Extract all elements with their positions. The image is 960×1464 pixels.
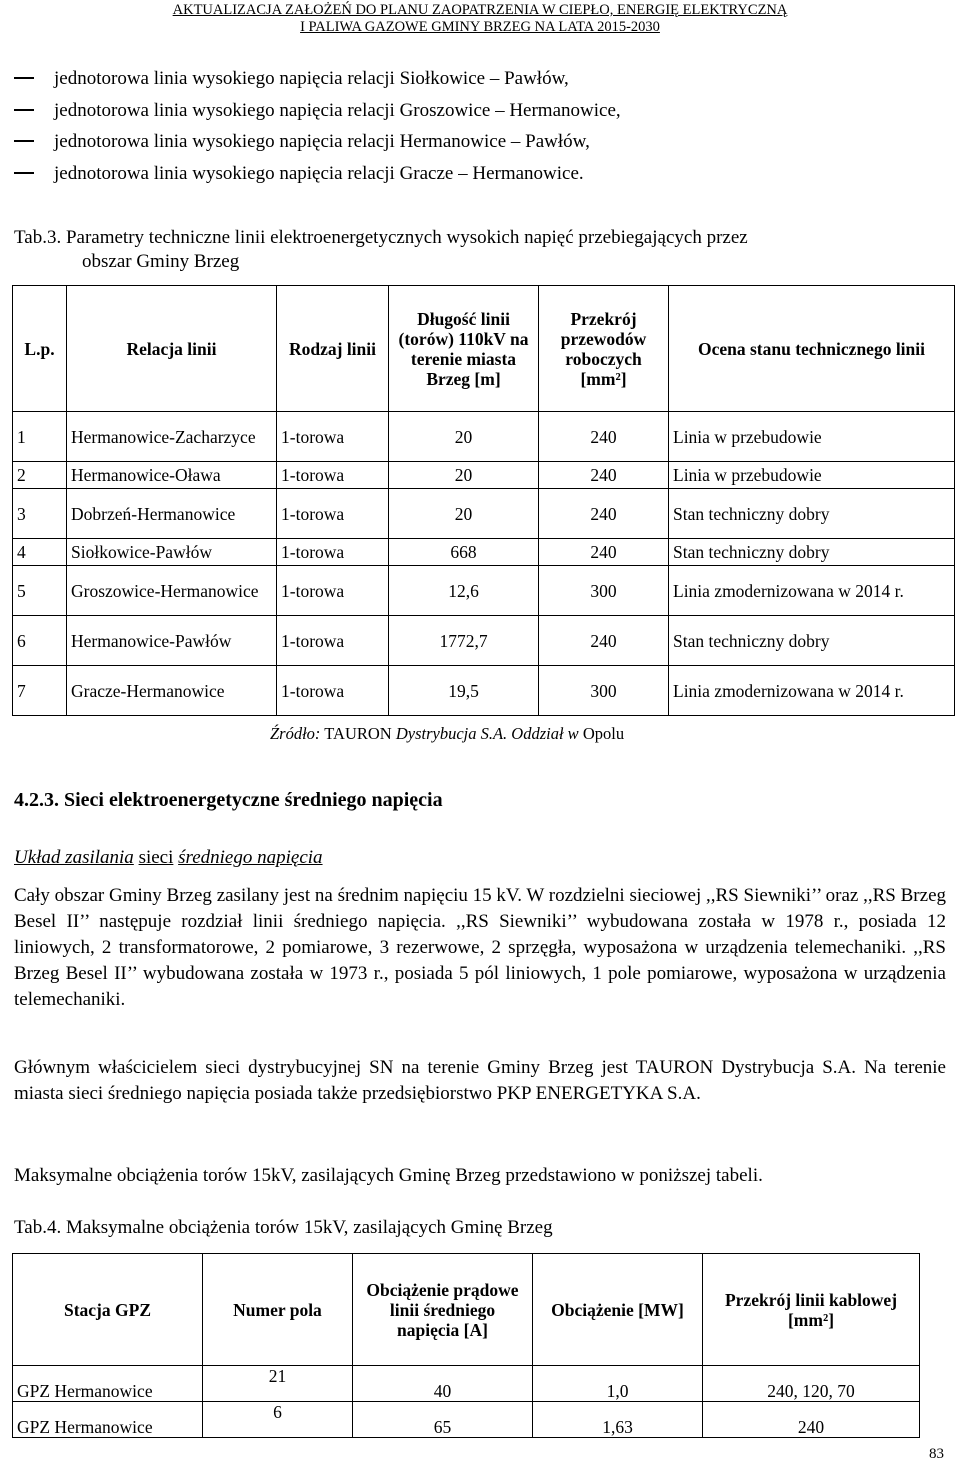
page-number: 83 [929,1446,944,1462]
cell-rodzaj: 1-torowa [277,666,389,716]
table-row [13,462,955,489]
cell-relacja: Gracze-Hermanowice [67,666,277,716]
col-header-rodzaj: Rodzaj linii [277,286,389,412]
table-row [13,566,955,616]
cell-ocena: Linia w przebudowie [669,462,955,489]
cell-relacja: Dobrzeń-Hermanowice [67,489,277,539]
table-row [13,539,955,566]
table3-caption [14,226,954,274]
dash-icon [14,172,34,174]
subsection-heading-part-1: Układ zasilania [14,847,134,868]
col-header-przekroj: Przekrój przewodów roboczych [mm²] [539,286,669,412]
cell-dlugosc: 1772,7 [389,616,539,666]
cell-rodzaj: 1-torowa [277,462,389,489]
cell-przekroj: 240 [539,616,669,666]
table3-source [270,724,624,744]
cell-lp: 3 [13,489,67,539]
source-division: Dystrybucja S.A. Oddział w [395,724,579,743]
cell-lp: 5 [13,566,67,616]
cell-rodzaj: 1-torowa [277,616,389,666]
col-header-stacja: Stacja GPZ [13,1254,203,1366]
cell-dlugosc: 12,6 [389,566,539,616]
source-label: Źródło: [270,724,321,743]
cell-dlugosc: 20 [389,412,539,462]
cell-obciazenie-mw: 1,63 [533,1402,703,1438]
cell-rodzaj: 1-torowa [277,489,389,539]
dash-icon [14,77,34,79]
table-row [13,666,955,716]
table4-caption: Tab.4. Maksymalne obciążenia torów 15kV, zasilających Gminę Brzeg [14,1217,553,1238]
col-header-obciazenie-a: Obciążenie prądowe linii średniego napięcia [A] [353,1254,533,1366]
cell-rodzaj: 1-torowa [277,412,389,462]
cell-przekroj: 240 [539,539,669,566]
cell-obciazenie-a: 65 [353,1402,533,1438]
table-header-row [13,1254,920,1366]
cell-obciazenie-mw: 1,0 [533,1366,703,1402]
cell-przekroj: 240 [539,462,669,489]
cell-stacja: GPZ Hermanowice [13,1366,203,1402]
table-max-loads [12,1253,920,1438]
cell-lp: 4 [13,539,67,566]
col-header-przekroj: Przekrój linii kablowej [mm²] [703,1254,920,1366]
cell-lp: 7 [13,666,67,716]
list-item: jednotorowa linia wysokiego napięcia relacji Hermanowice – Pawłów, [14,131,944,163]
cell-dlugosc: 19,5 [389,666,539,716]
col-header-lp: L.p. [13,286,67,412]
cell-relacja: Hermanowice-Pawłów [67,616,277,666]
paragraph: Cały obszar Gminy Brzeg zasilany jest na średnim napięciu 15 kV. W rozdzielni sieciowej ,,RS Siewniki’’ oraz ,,RS Brzeg Besel II’’ następuje rozdział linii średniego napięcia. ,,RS Siewniki’’ wybudowana została w 1978 r., posiada 12 liniowych, 2 transformatorowe, 2 pomiarowe, 3 rezerwowe, 2 sprzęgła, wyposażona w urządzenia telemechaniki. ,,RS Brzeg Besel II’’ wybudowana została w 1973 r., posiada 5 pól liniowych, 1 pole pomiarowe, wyposażona w urządzenia telemechaniki. [14,885,946,1010]
cell-ocena: Stan techniczny dobry [669,489,955,539]
subsection-heading-part-3: średniego napięcia [178,847,323,868]
cell-dlugosc: 20 [389,489,539,539]
cell-przekroj: 300 [539,566,669,616]
cell-relacja: Groszowice-Hermanowice [67,566,277,616]
cell-stacja: GPZ Hermanowice [13,1402,203,1438]
header-line-2: I PALIWA GAZOWE GMINY BRZEG NA LATA 2015-2030 [300,19,660,35]
cell-dlugosc: 20 [389,462,539,489]
cell-ocena: Stan techniczny dobry [669,616,955,666]
table-row [13,412,955,462]
table-row [13,1366,920,1402]
paragraph: Głównym właścicielem sieci dystrybucyjnej SN na terenie Gminy Brzeg jest TAURON Dystrybucja S.A. Na terenie miasta sieci średniego napięcia posiada także przedsiębiorstwo PKP ENERGETYKA S.A. [14,1057,946,1104]
cell-lp: 2 [13,462,67,489]
cell-ocena: Stan techniczny dobry [669,539,955,566]
source-city: Opolu [582,724,625,743]
col-header-ocena: Ocena stanu technicznego linii [669,286,955,412]
source-company: TAURON [324,724,392,743]
bullet-list [14,68,944,194]
dash-icon [14,140,34,142]
cell-ocena: Linia zmodernizowana w 2014 r. [669,566,955,616]
cell-pole: 21 [203,1366,353,1402]
table-line-parameters [12,285,955,716]
cell-lp: 1 [13,412,67,462]
table-header-row [13,286,955,412]
table-row [13,616,955,666]
cell-przekroj: 240 [539,489,669,539]
paragraph: Maksymalne obciążenia torów 15kV, zasilających Gminę Brzeg przedstawiono w poniższej tabeli. [14,1165,763,1186]
list-item: jednotorowa linia wysokiego napięcia relacji Groszowice – Hermanowice, [14,100,944,132]
table-row [13,489,955,539]
cell-obciazenie-a: 40 [353,1366,533,1402]
subsection-heading-part-2: sieci [138,847,174,868]
cell-przekroj: 240, 120, 70 [703,1366,920,1402]
cell-przekroj: 300 [539,666,669,716]
list-item: jednotorowa linia wysokiego napięcia relacji Gracze – Hermanowice. [14,163,944,195]
col-header-dlugosc: Długość linii (torów) 110kV na terenie miasta Brzeg [m] [389,286,539,412]
cell-rodzaj: 1-torowa [277,539,389,566]
cell-przekroj: 240 [539,412,669,462]
cell-relacja: Hermanowice-Oława [67,462,277,489]
cell-ocena: Linia zmodernizowana w 2014 r. [669,666,955,716]
section-heading: 4.2.3. Sieci elektroenergetyczne średniego napięcia [14,789,443,811]
cell-przekroj: 240 [703,1402,920,1438]
cell-rodzaj: 1-torowa [277,566,389,616]
dash-icon [14,109,34,111]
header-line-1: AKTUALIZACJA ZAŁOŻEŃ DO PLANU ZAOPATRZENIA W CIEPŁO, ENERGIĘ ELEKTRYCZNĄ [172,2,788,18]
cell-pole: 6 [203,1402,353,1438]
cell-ocena: Linia w przebudowie [669,412,955,462]
col-header-obciazenie-mw: Obciążenie [MW] [533,1254,703,1366]
subsection-heading [14,847,323,869]
list-item: jednotorowa linia wysokiego napięcia relacji Siołkowice – Pawłów, [14,68,944,100]
table-row [13,1402,920,1438]
cell-relacja: Hermanowice-Zacharzyce [67,412,277,462]
table3-caption-line-1: Tab.3. Parametry techniczne linii elektroenergetycznych wysokich napięć przebiegających przez [14,227,748,248]
cell-lp: 6 [13,616,67,666]
document-header [0,2,960,36]
cell-dlugosc: 668 [389,539,539,566]
col-header-pole: Numer pola [203,1254,353,1366]
table3-caption-line-2: obszar Gminy Brzeg [82,251,240,272]
cell-relacja: Siołkowice-Pawłów [67,539,277,566]
col-header-relacja: Relacja linii [67,286,277,412]
